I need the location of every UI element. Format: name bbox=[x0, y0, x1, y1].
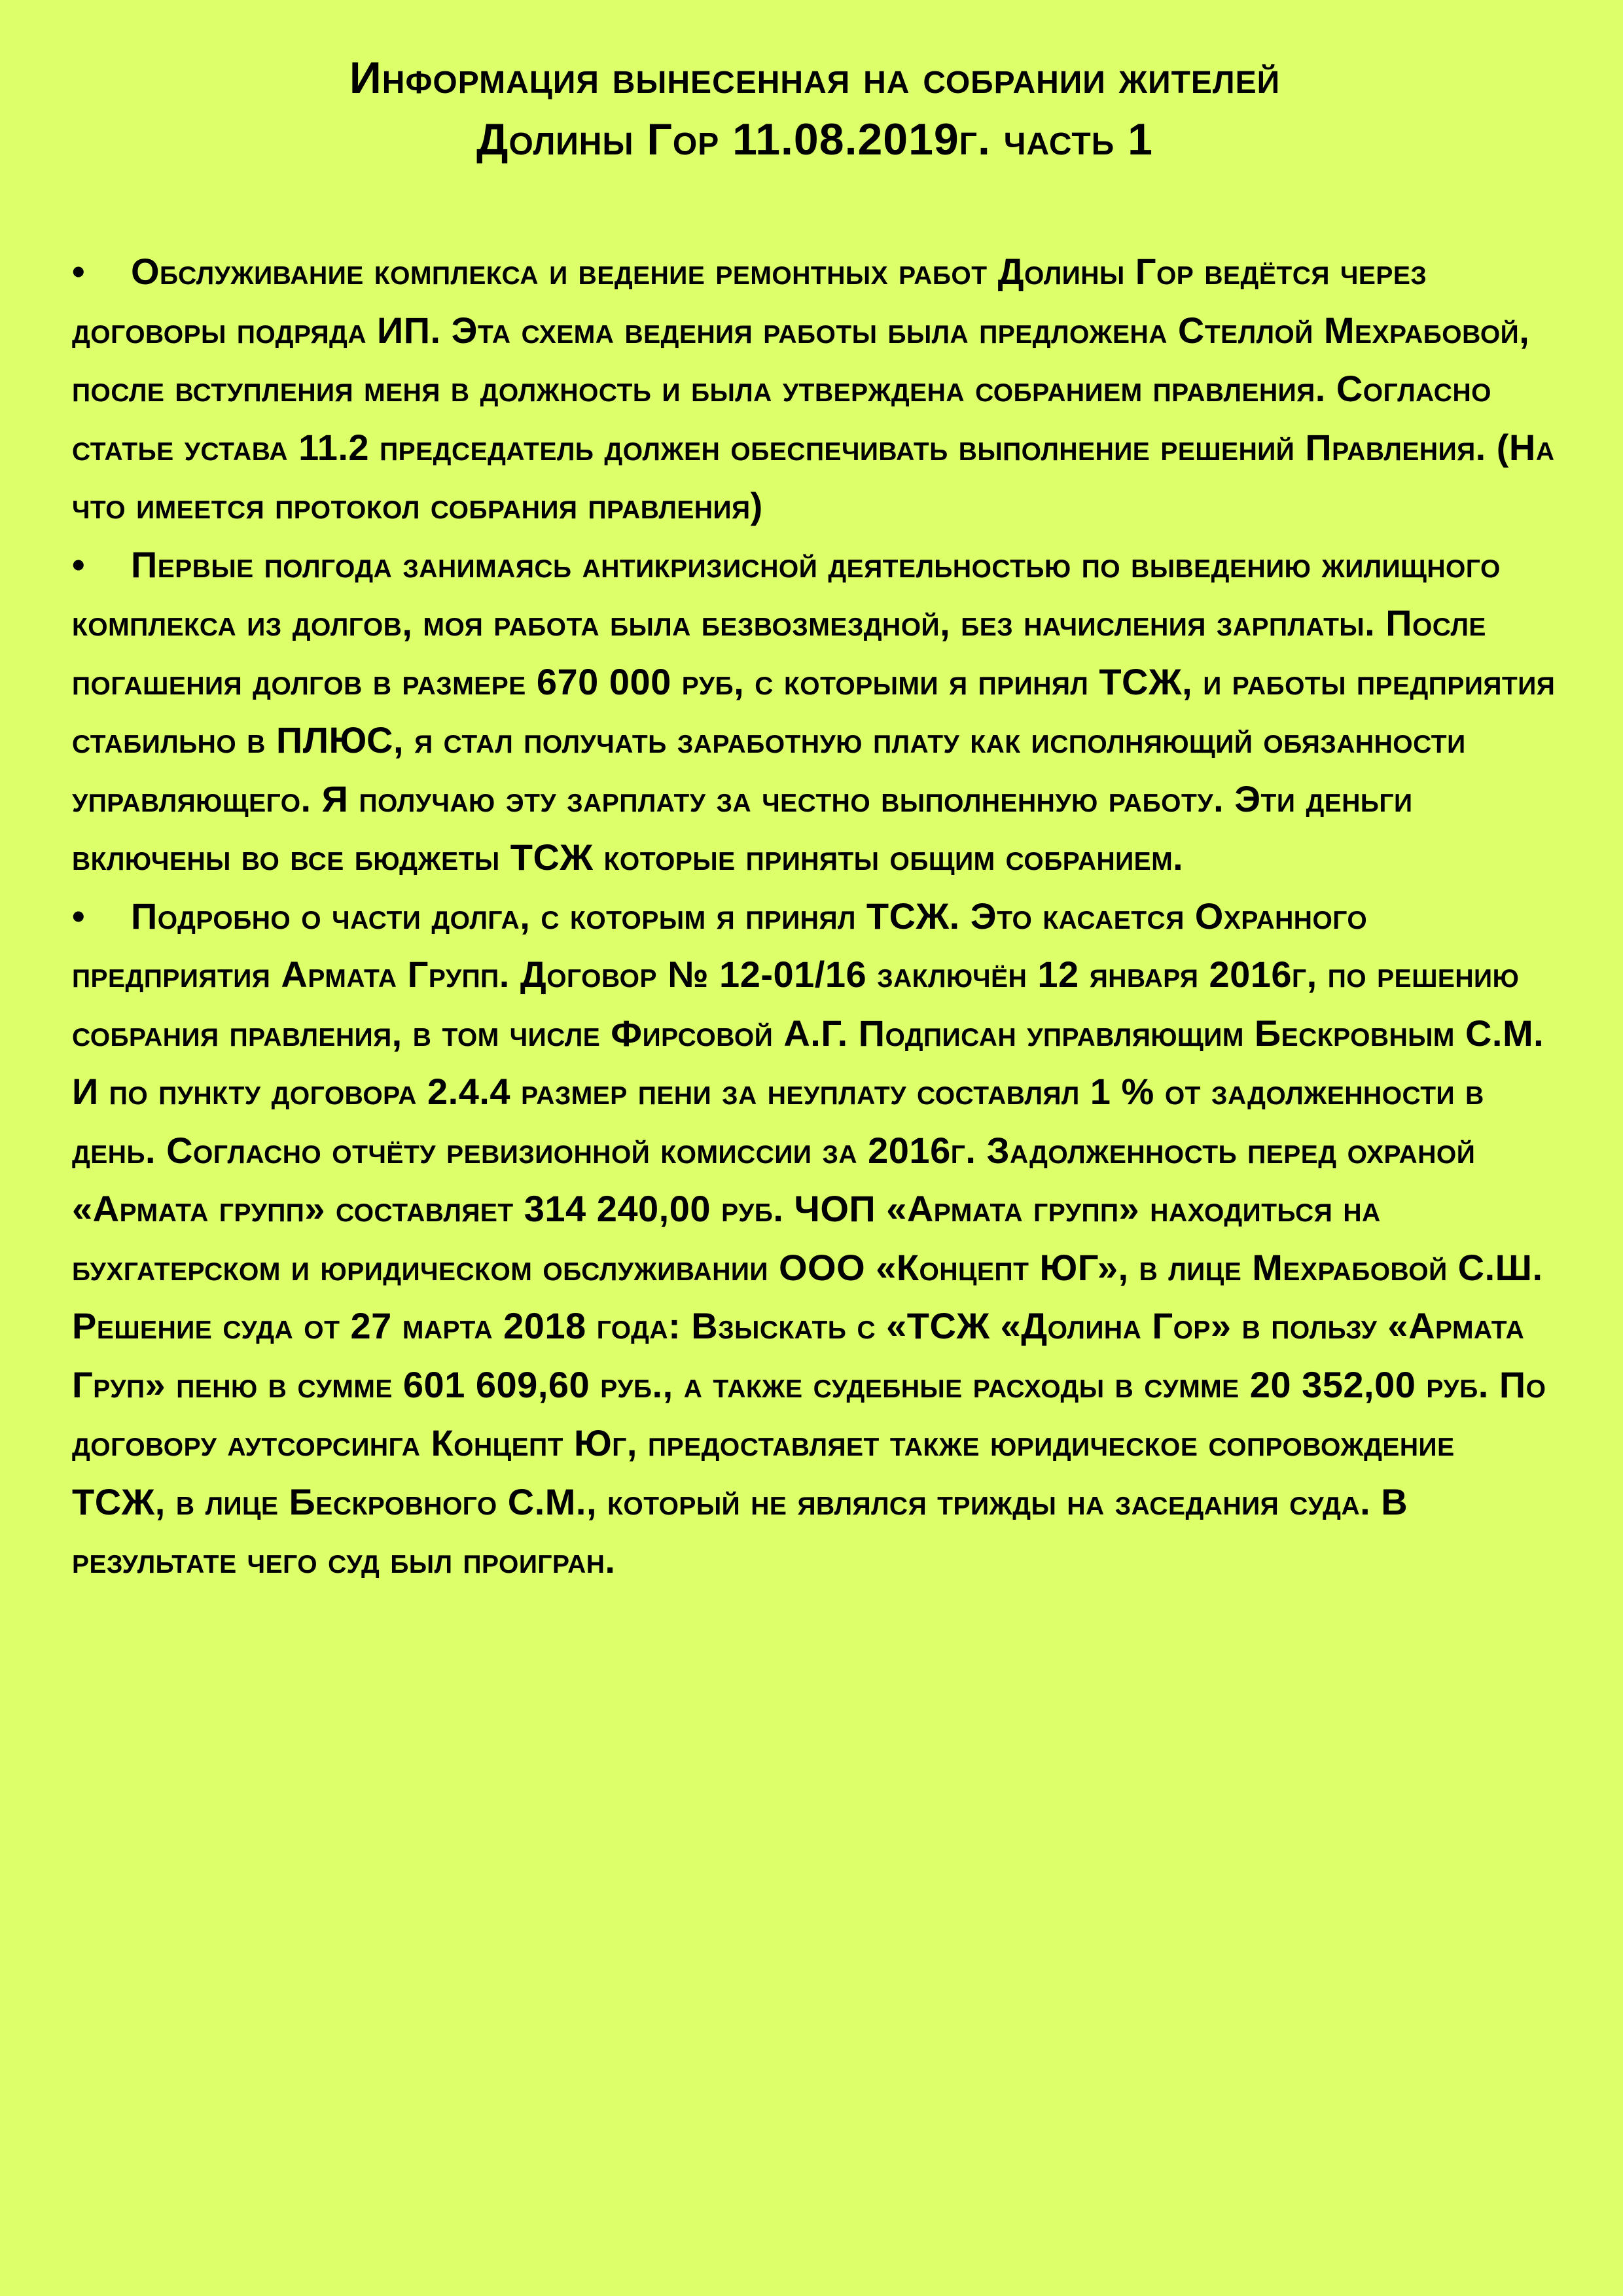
list-item-text: Обслуживание комплекса и ведение ремонтных работ Долины Гор ведётся через договоры подряда ИП. Эта схема ведения работы была предложена Стеллой Мехрабовой, после вступления меня в должность и была утверждена собранием правления. Согласно статье устава 11.2 председатель должен обеспечивать выполнение решений Правления. (На что имеется протокол собрания правления) bbox=[72, 251, 1555, 526]
list-item bbox=[72, 242, 1558, 535]
title-line-1: Информация вынесенная на собрании жителей bbox=[349, 53, 1281, 103]
list-item bbox=[72, 887, 1558, 1590]
bullet-icon: • bbox=[72, 895, 86, 937]
list-item bbox=[72, 535, 1558, 887]
page-title bbox=[72, 47, 1558, 170]
bullet-icon: • bbox=[72, 543, 86, 585]
title-line-2: Долины Гор 11.08.2019г. часть 1 bbox=[476, 115, 1153, 164]
bullet-list bbox=[72, 242, 1558, 1590]
bullet-icon: • bbox=[72, 251, 86, 292]
list-item-text: Первые полгода занимаясь антикризисной деятельностью по выведению жилищного комплекса из долгов, моя работа была безвозмездной, без начисления зарплаты. После погашения долгов в размере 670 000 руб, с которыми я принял ТСЖ, и работы предприятия стабильно в ПЛЮС, я стал получать заработную плату как исполняющий обязанности управляющего. Я получаю эту зарплату за честно выполненную работу. Эти деньги включены во все бюджеты ТСЖ которые приняты общим собранием. bbox=[72, 543, 1556, 878]
list-item-text: Подробно о части долга, с которым я принял ТСЖ. Это касается Охранного предприятия Армата Групп. Договор № 12-01/16 заключён 12 января 2016г, по решению собрания правления, в том числе Фирсовой А.Г. Подписан управляющим Бескровным С.М. И по пункту договора 2.4.4 размер пени за неуплату составлял 1 % от задолженности в день. Согласно отчёту ревизионной комиссии за 2016г. Задолженность перед охраной «Армата групп» составляет 314 240,00 руб. ЧОП «Армата групп» находиться на бухгатерском и юридическом обслуживании ООО «Концепт ЮГ», в лице Мехрабовой С.Ш. Решение суда от 27 марта 2018 года: Взыскать с «ТСЖ «Долина Гор» в пользу «Армата Груп» пеню в сумме 601 609,60 руб., а также судебные расходы в сумме 20 352,00 руб. По договору аутсорсинга Концепт Юг, предоставляет также юридическое сопровождение ТСЖ, в лице Бескровного С.М., который не являлся трижды на заседания суда. В результате чего суд был проигран. bbox=[72, 895, 1546, 1581]
